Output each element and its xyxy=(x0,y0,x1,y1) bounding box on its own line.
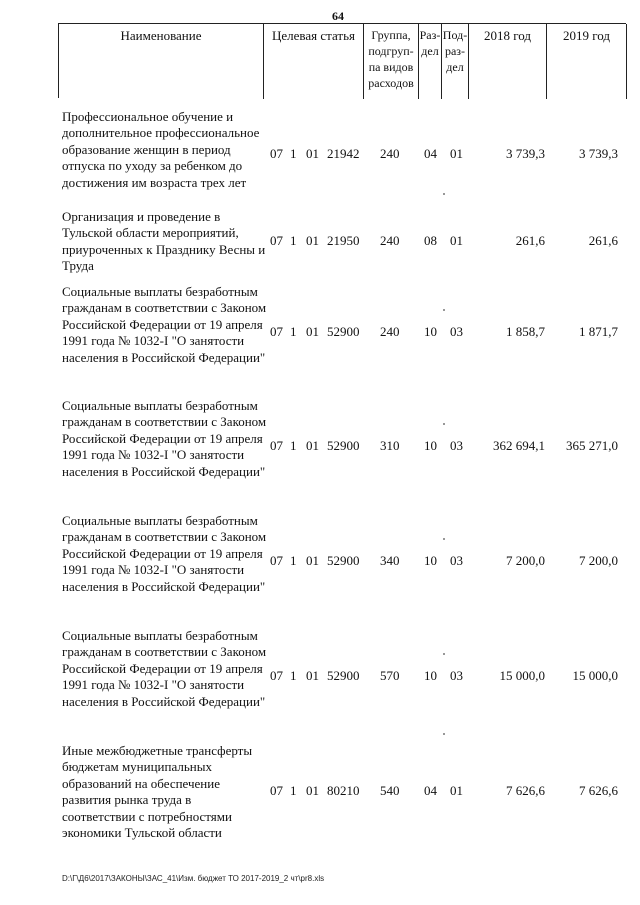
code-main-event: 01 xyxy=(306,146,319,161)
podrazdel-code: 01 xyxy=(450,783,463,798)
dot-mark xyxy=(443,653,445,655)
code-program: 07 xyxy=(270,668,283,683)
group-code: 240 xyxy=(380,146,400,161)
code-direction: 52900 xyxy=(327,438,360,453)
dot-mark xyxy=(443,309,445,311)
razdel-code: 10 xyxy=(424,324,437,339)
podrazdel-code: 03 xyxy=(450,668,463,683)
code-program: 07 xyxy=(270,553,283,568)
code-subprogram: 1 xyxy=(290,233,297,248)
code-direction: 80210 xyxy=(327,783,360,798)
code-subprogram: 1 xyxy=(290,438,297,453)
code-direction: 21950 xyxy=(327,233,360,248)
value-2018: 15 000,0 xyxy=(499,668,545,683)
value-2018: 3 739,3 xyxy=(506,146,545,161)
header-target-article: Целевая статья xyxy=(264,24,364,99)
value-2018: 261,6 xyxy=(515,233,545,248)
podrazdel-code: 01 xyxy=(450,233,463,248)
code-subprogram: 1 xyxy=(290,553,297,568)
header-group: Группа, подгруп- па видов расходов xyxy=(364,24,419,99)
value-2019: 7 626,6 xyxy=(579,783,618,798)
group-code: 310 xyxy=(380,438,400,453)
podrazdel-code: 03 xyxy=(450,438,463,453)
dot-mark xyxy=(443,733,445,735)
razdel-code: 08 xyxy=(424,233,437,248)
code-direction: 52900 xyxy=(327,553,360,568)
table-header xyxy=(58,23,626,98)
row-name: Социальные выплаты безработным гражданам в соответствии с Законом Российской Федерации от 19 апреля 1991 года № 1032-I "О занятости населения в Российской Федерации" xyxy=(62,628,267,709)
row-name: Профессиональное обучение и дополнительное профессиональное образование женщин в период отпуска по уходу за ребенком до достижения им возраста трех лет xyxy=(62,109,260,190)
code-program: 07 xyxy=(270,233,283,248)
header-2018: 2018 год xyxy=(469,24,547,99)
code-main-event: 01 xyxy=(306,553,319,568)
value-2019: 7 200,0 xyxy=(579,553,618,568)
value-2018: 362 694,1 xyxy=(493,438,545,453)
dot-mark xyxy=(443,193,445,195)
code-subprogram: 1 xyxy=(290,324,297,339)
page-number: 64 xyxy=(332,9,344,23)
code-subprogram: 1 xyxy=(290,783,297,798)
dot-mark xyxy=(443,538,445,540)
row-name: Социальные выплаты безработным гражданам в соответствии с Законом Российской Федерации от 19 апреля 1991 года № 1032-I "О занятости населения в Российской Федерации" xyxy=(62,398,267,479)
razdel-code: 04 xyxy=(424,783,437,798)
row-name: Иные межбюджетные трансферты бюджетам муниципальных образований на обеспечение развития рынка труда в соответствии с потребностями экономики Тульской области xyxy=(62,743,253,841)
group-code: 340 xyxy=(380,553,400,568)
value-2018: 1 858,7 xyxy=(506,324,545,339)
header-podrazdel: Под- раз- дел xyxy=(442,24,469,99)
razdel-code: 10 xyxy=(424,553,437,568)
razdel-code: 10 xyxy=(424,438,437,453)
code-main-event: 01 xyxy=(306,324,319,339)
code-main-event: 01 xyxy=(306,438,319,453)
code-program: 07 xyxy=(270,146,283,161)
code-direction: 21942 xyxy=(327,146,360,161)
value-2019: 365 271,0 xyxy=(566,438,618,453)
podrazdel-code: 03 xyxy=(450,553,463,568)
code-direction: 52900 xyxy=(327,324,360,339)
code-subprogram: 1 xyxy=(290,668,297,683)
code-program: 07 xyxy=(270,324,283,339)
value-2018: 7 626,6 xyxy=(506,783,545,798)
code-subprogram: 1 xyxy=(290,146,297,161)
file-path-footer: D:\Г\Д6\2017\ЗАКОНЫ\ЗАС_41\Изм. бюджет ТО 2017-2019_2 чт\pr8.xls xyxy=(62,874,325,883)
header-2019: 2019 год xyxy=(547,24,627,99)
code-program: 07 xyxy=(270,438,283,453)
code-main-event: 01 xyxy=(306,668,319,683)
header-razdel: Раз- дел xyxy=(419,24,442,99)
podrazdel-code: 01 xyxy=(450,146,463,161)
dot-mark xyxy=(443,423,445,425)
group-code: 570 xyxy=(380,668,400,683)
value-2019: 15 000,0 xyxy=(572,668,618,683)
value-2019: 3 739,3 xyxy=(579,146,618,161)
podrazdel-code: 03 xyxy=(450,324,463,339)
group-code: 240 xyxy=(380,233,400,248)
group-code: 240 xyxy=(380,324,400,339)
code-main-event: 01 xyxy=(306,783,319,798)
code-main-event: 01 xyxy=(306,233,319,248)
value-2019: 1 871,7 xyxy=(579,324,618,339)
razdel-code: 10 xyxy=(424,668,437,683)
group-code: 540 xyxy=(380,783,400,798)
razdel-code: 04 xyxy=(424,146,437,161)
code-program: 07 xyxy=(270,783,283,798)
row-name: Социальные выплаты безработным гражданам в соответствии с Законом Российской Федерации от 19 апреля 1991 года № 1032-I "О занятости населения в Российской Федерации" xyxy=(62,513,267,594)
header-name: Наименование xyxy=(59,24,264,99)
code-direction: 52900 xyxy=(327,668,360,683)
row-name: Социальные выплаты безработным гражданам в соответствии с Законом Российской Федерации от 19 апреля 1991 года № 1032-I "О занятости населения в Российской Федерации" xyxy=(62,284,267,365)
value-2019: 261,6 xyxy=(588,233,618,248)
value-2018: 7 200,0 xyxy=(506,553,545,568)
row-name: Организация и проведение в Тульской области мероприятий, приуроченных к Празднику Весны и Труда xyxy=(62,209,266,274)
